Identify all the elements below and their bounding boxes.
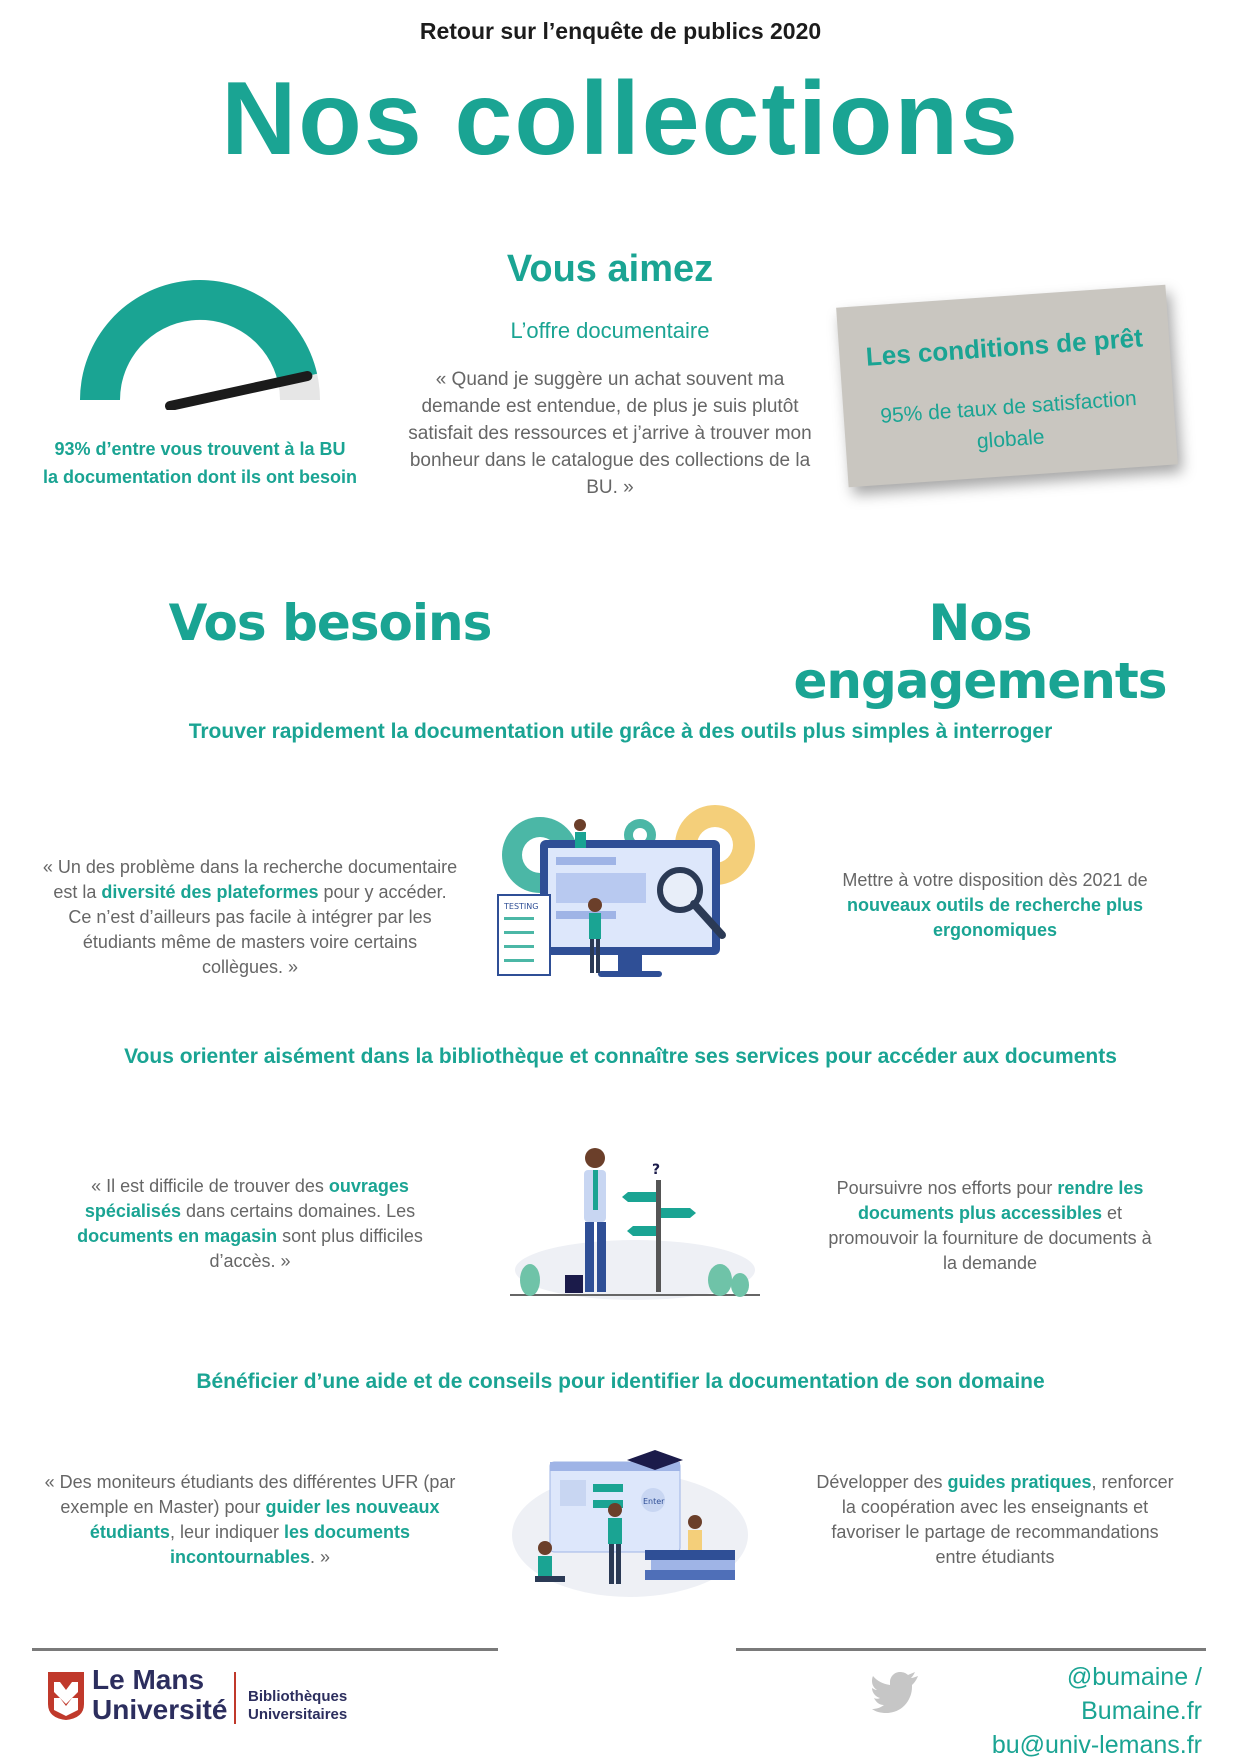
satisfaction-gauge: [60, 250, 340, 410]
user-quote: [40, 1470, 460, 1570]
commitment-part: , renforcer la coopération avec les enseignants et favoriser le partage de recommandations entre étudiants: [831, 1472, 1174, 1567]
user-quote: [40, 855, 460, 980]
social-handle[interactable]: @bumaine / Bumaine.fr: [1066, 1663, 1202, 1725]
enter-label: Enter: [643, 1497, 665, 1506]
commitment-highlight: guides pratiques: [947, 1472, 1092, 1492]
footer-divider: [32, 1648, 498, 1651]
library-name: Universitaires: [248, 1706, 348, 1723]
university-logo-icon: [46, 1670, 86, 1722]
commitment-text: [810, 868, 1180, 943]
quote-text: , leur indiquer: [169, 1522, 285, 1542]
needs-heading: Vos besoins: [168, 594, 492, 652]
satisfaction-line1: d’entre vous trouvent à la BU: [95, 439, 346, 459]
quote-text: . »: [310, 1547, 331, 1567]
page-title: Nos collections: [221, 61, 1020, 177]
orientation-illustration: [510, 1140, 760, 1300]
twitter-icon[interactable]: [872, 1670, 920, 1714]
books-icon: [645, 1550, 735, 1580]
quote-text: « Il est difficile de trouver des: [91, 1176, 329, 1196]
library-name: Bibliothèques: [248, 1688, 348, 1705]
satisfaction-line2: la documentation dont ils ont besoin: [43, 467, 357, 487]
satisfaction-text: [30, 435, 370, 491]
quote-text: pour y accéder. Ce n’est d’ailleurs pas facile à intégrer par les étudiants même de masters voire certains collègues. »: [68, 882, 447, 977]
quote-highlight: ouvrages spécialisés: [84, 1176, 409, 1221]
commitment-text: [810, 1470, 1180, 1570]
quote-highlight: documents en magasin: [77, 1226, 278, 1246]
question-mark: ?: [652, 1162, 661, 1178]
commitment-highlight: nouveaux outils de recherche plus ergonomiques: [846, 895, 1144, 940]
theme-title: Trouver rapidement la documentation utile grâce à des outils plus simples à interroger: [188, 720, 1053, 743]
theme-title: Vous orienter aisément dans la bibliothèque et connaître ses services pour accéder aux documents: [124, 1045, 1117, 1068]
surtitle: Retour sur l’enquête de publics 2020: [419, 18, 822, 44]
loan-text: 95% de taux de satisfaction globale: [879, 387, 1138, 454]
commitment-part: Mettre à votre disposition dès 2021 de: [842, 870, 1148, 890]
person-icon: [588, 898, 602, 973]
like-quote: « Quand je suggère un achat souvent ma demande est entendue, de plus je suis plutôt satisfait des ressources et j’arrive à trouver mon bonheur dans le catalogue des collections de la BU. »: [408, 369, 812, 498]
commitment-highlight: rendre les documents plus accessibles: [857, 1178, 1144, 1223]
university-name: Le Mans: [92, 1664, 205, 1695]
loan-title: Les conditions de prêt: [864, 322, 1144, 372]
contact-block: [940, 1660, 1202, 1762]
commitment-part: Poursuivre nos efforts pour: [836, 1178, 1058, 1198]
loan-conditions-card: [836, 285, 1178, 488]
user-quote: [50, 1174, 450, 1274]
quote-highlight: guider les nouveaux étudiants: [89, 1497, 440, 1542]
footer-divider: [736, 1648, 1206, 1651]
quote-highlight: diversité des plateformes: [101, 882, 319, 902]
university-name: Université: [92, 1694, 228, 1725]
quote-text: dans certains domaines. Les: [180, 1201, 416, 1221]
commitment-part: Développer des: [816, 1472, 948, 1492]
like-title: Vous aimez: [506, 248, 714, 290]
quote-text: « Des moniteurs étudiants des différentes UFR (par exemple en Master) pour: [44, 1472, 456, 1517]
logo-separator: [234, 1672, 236, 1724]
commitment-text: [820, 1176, 1160, 1276]
quote-text: sont plus difficiles d’accès. »: [209, 1226, 423, 1271]
bag-icon: [565, 1275, 583, 1293]
person-icon: [688, 1515, 702, 1550]
like-subtitle: L’offre documentaire: [510, 318, 710, 343]
guidance-illustration: [505, 1440, 755, 1600]
commitments-heading: Nos engagements: [793, 594, 1167, 710]
quote-text: « Un des problème dans la recherche documentaire est la: [42, 857, 458, 902]
testing-label: TESTING: [504, 902, 539, 911]
email-link[interactable]: bu@univ-lemans.fr: [991, 1731, 1202, 1759]
person-icon: [574, 819, 586, 848]
commitment-part: et promouvoir la fourniture de documents à la demande: [828, 1203, 1152, 1273]
theme-title: Bénéficier d’une aide et de conseils pour identifier la documentation de son domaine: [196, 1370, 1045, 1393]
satisfaction-percent: 93%: [54, 439, 91, 459]
quote-highlight: les documents incontournables: [169, 1522, 411, 1567]
search-tools-illustration: [490, 795, 770, 995]
